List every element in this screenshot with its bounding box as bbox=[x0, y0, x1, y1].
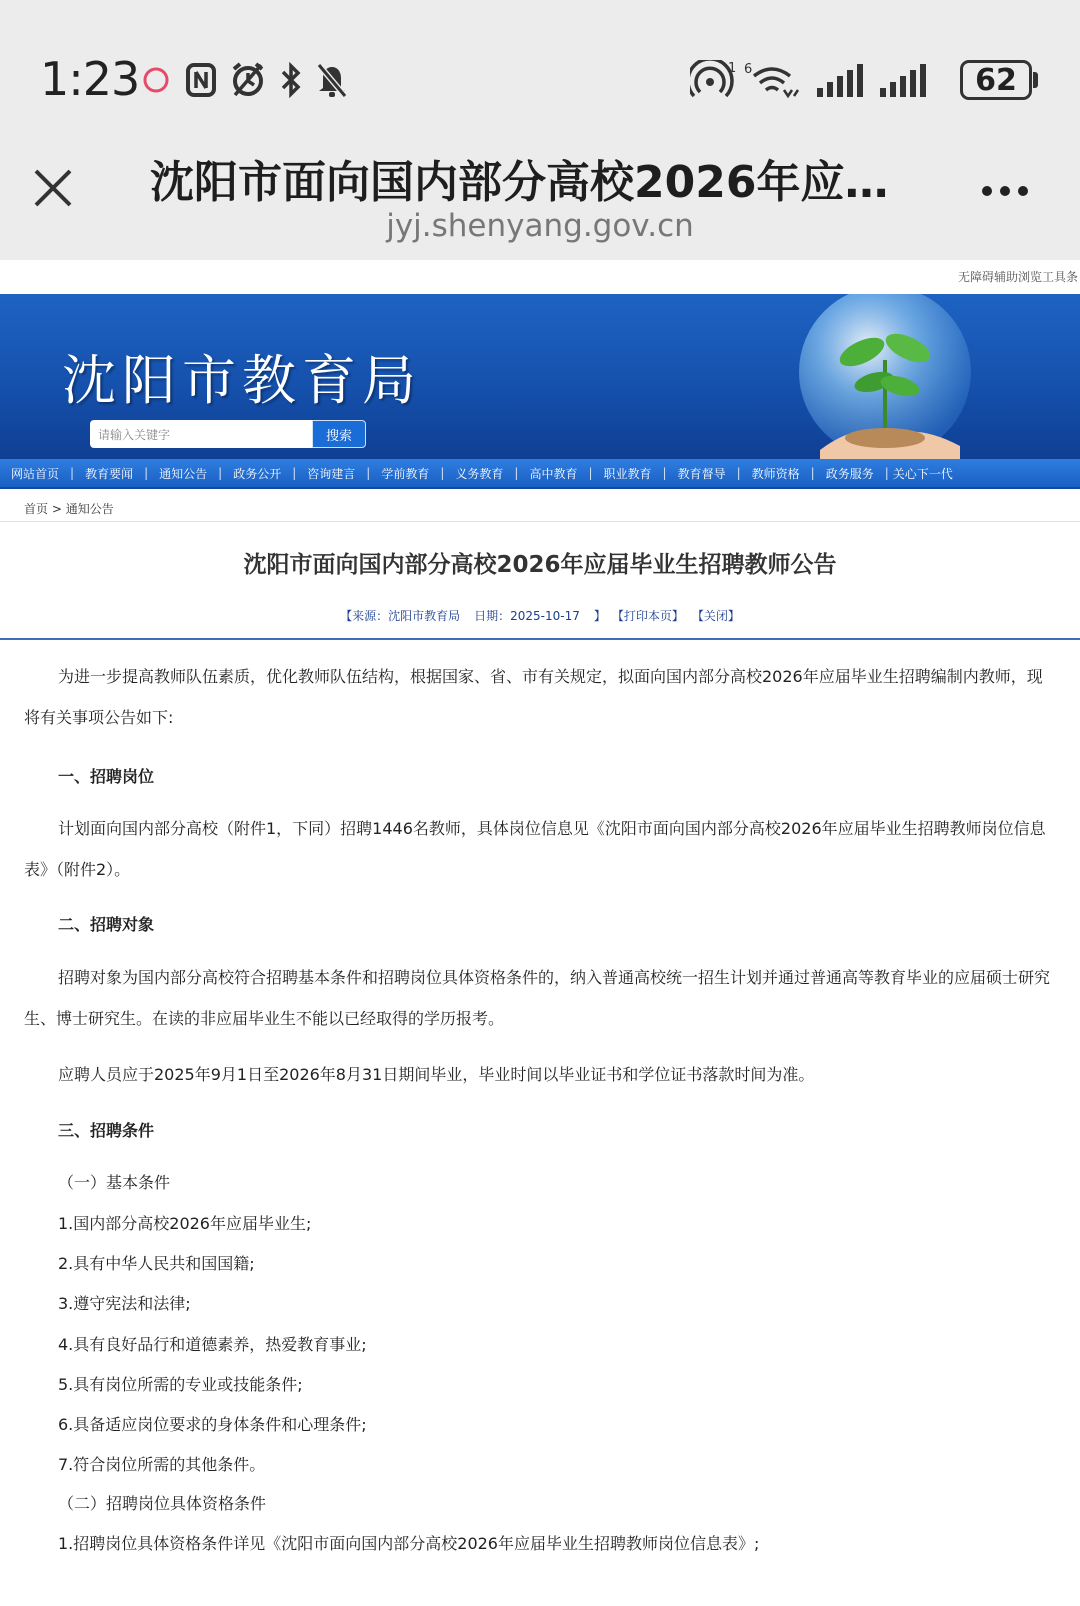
condition-item: 2.具有中华人民共和国国籍; bbox=[58, 1254, 255, 1273]
meta-date: 日期：2025-10-17 bbox=[474, 609, 580, 623]
condition-item: 5.具有岗位所需的专业或技能条件; bbox=[58, 1375, 303, 1394]
hotspot-icon bbox=[690, 60, 740, 100]
nav-item-services[interactable]: 政务服务 bbox=[825, 466, 874, 481]
paragraph-intro: 为进一步提高教师队伍素质，优化教师队伍结构，根据国家、省、市有关规定，拟面向国内部分高校2026年应届毕业生招聘编制内教师，现将有关事项公告如下: bbox=[24, 667, 1043, 727]
nav-item-compulsory[interactable]: 义务教育 bbox=[455, 466, 504, 481]
app-notification-icon bbox=[142, 60, 170, 100]
bluetooth-icon bbox=[278, 60, 304, 100]
article-meta bbox=[0, 607, 1080, 624]
browser-domain: jyj.shenyang.gov.cn bbox=[386, 208, 694, 244]
nav-item-home[interactable]: 网站首页 bbox=[11, 466, 60, 481]
search-button[interactable]: 搜索 bbox=[312, 420, 366, 448]
heading-targets: 二、招聘对象 bbox=[58, 915, 155, 934]
close-page-link[interactable]: 【关闭】 bbox=[691, 609, 740, 623]
paragraph-targets: 招聘对象为国内部分高校符合招聘基本条件和招聘岗位具体资格条件的，纳入普通高校统一招生计划并通过普通高等教育毕业的应届硕士研究生、博士研究生。在读的非应届毕业生不能以已经取得的学历报考。 bbox=[24, 968, 1051, 1028]
nav-item-news[interactable]: 教育要闻 bbox=[85, 466, 134, 481]
signal-icon bbox=[878, 60, 926, 100]
condition-item: 1.招聘岗位具体资格条件详见《沈阳市面向国内部分高校2026年应届毕业生招聘教师岗位信息表》; bbox=[58, 1534, 760, 1553]
nav-item-vocational[interactable]: 职业教育 bbox=[603, 466, 652, 481]
nav-item-gov-affairs[interactable]: 政务公开 bbox=[233, 466, 282, 481]
nav-item-next-generation[interactable]: 关心下一代 bbox=[892, 466, 953, 481]
condition-item: 3.遵守宪法和法律; bbox=[58, 1294, 191, 1313]
more-icon[interactable] bbox=[980, 184, 1030, 198]
svg-text:6: 6 bbox=[744, 62, 753, 77]
breadcrumb bbox=[0, 492, 1080, 522]
signal-icon bbox=[815, 60, 863, 100]
wifi-icon bbox=[744, 60, 802, 100]
accessibility-bar bbox=[0, 260, 1080, 294]
paragraph-graduation: 应聘人员应于2025年9月1日至2026年8月31日期间毕业，毕业时间以毕业证书和学位证书落款时间为准。 bbox=[58, 1065, 815, 1084]
browser-header bbox=[0, 120, 1080, 260]
subheading-basic: （一）基本条件 bbox=[58, 1173, 171, 1192]
battery-tip bbox=[1033, 72, 1038, 88]
search-input[interactable]: 请输入关键字 bbox=[90, 420, 314, 448]
meta-source: 【来源：沈阳市教育局 bbox=[340, 609, 461, 623]
nav-item-highschool[interactable]: 高中教育 bbox=[529, 466, 578, 481]
breadcrumb-current[interactable]: 通知公告 bbox=[65, 502, 114, 516]
main-nav: 网站首页 | 教育要闻 | 通知公告 | 政务公开 | 咨询建言 | 学前教育 | 义务教育 | 高中教育 | 职业教育 | 教育督导 | 教师资格 | 政务服务 | 关心下一代 bbox=[0, 459, 1080, 489]
site-logo-title: 沈阳市教育局 bbox=[62, 349, 422, 412]
nav-item-consult[interactable]: 咨询建言 bbox=[307, 466, 356, 481]
heading-positions: 一、招聘岗位 bbox=[58, 767, 155, 786]
paragraph-positions: 计划面向国内部分高校（附件1，下同）招聘1446名教师，具体岗位信息见《沈阳市面向国内部分高校2026年应届毕业生招聘教师岗位信息表》（附件2）。 bbox=[24, 819, 1046, 879]
condition-item: 1.国内部分高校2026年应届毕业生; bbox=[58, 1214, 312, 1233]
article-title: 沈阳市面向国内部分高校2026年应届毕业生招聘教师公告 bbox=[243, 552, 837, 578]
subheading-specific: （二）招聘岗位具体资格条件 bbox=[58, 1494, 267, 1513]
condition-item: 6.具备适应岗位要求的身体条件和心理条件; bbox=[58, 1415, 367, 1434]
close-icon[interactable] bbox=[30, 165, 76, 211]
globe-plant-image bbox=[790, 294, 980, 459]
condition-item: 7.符合岗位所需的其他条件。 bbox=[58, 1455, 266, 1474]
nav-item-qualification[interactable]: 教师资格 bbox=[751, 466, 800, 481]
svg-text:1: 1 bbox=[728, 61, 737, 76]
print-page-link[interactable]: 【打印本页】 bbox=[611, 609, 684, 623]
battery-indicator: 62 bbox=[960, 60, 1032, 100]
nav-item-preschool[interactable]: 学前教育 bbox=[381, 466, 430, 481]
article-body bbox=[0, 640, 1080, 1606]
status-time: 1:23 bbox=[40, 52, 140, 106]
condition-item: 4.具有良好品行和道德素养，热爱教育事业; bbox=[58, 1335, 367, 1354]
breadcrumb-separator: > bbox=[48, 502, 66, 516]
nfc-icon bbox=[185, 60, 217, 100]
accessibility-toolbar-link[interactable]: 无障碍辅助浏览工具条 bbox=[957, 270, 1078, 284]
nav-item-notices[interactable]: 通知公告 bbox=[159, 466, 208, 481]
browser-page-title: 沈阳市面向国内部分高校2026年应… bbox=[150, 157, 889, 208]
meta-end: 】 bbox=[593, 609, 606, 623]
mute-icon bbox=[315, 60, 349, 100]
heading-conditions: 三、招聘条件 bbox=[58, 1121, 155, 1140]
site-banner bbox=[0, 294, 1080, 459]
breadcrumb-home[interactable]: 首页 bbox=[24, 502, 49, 516]
nav-item-supervision[interactable]: 教育督导 bbox=[677, 466, 726, 481]
alarm-icon bbox=[230, 60, 266, 100]
